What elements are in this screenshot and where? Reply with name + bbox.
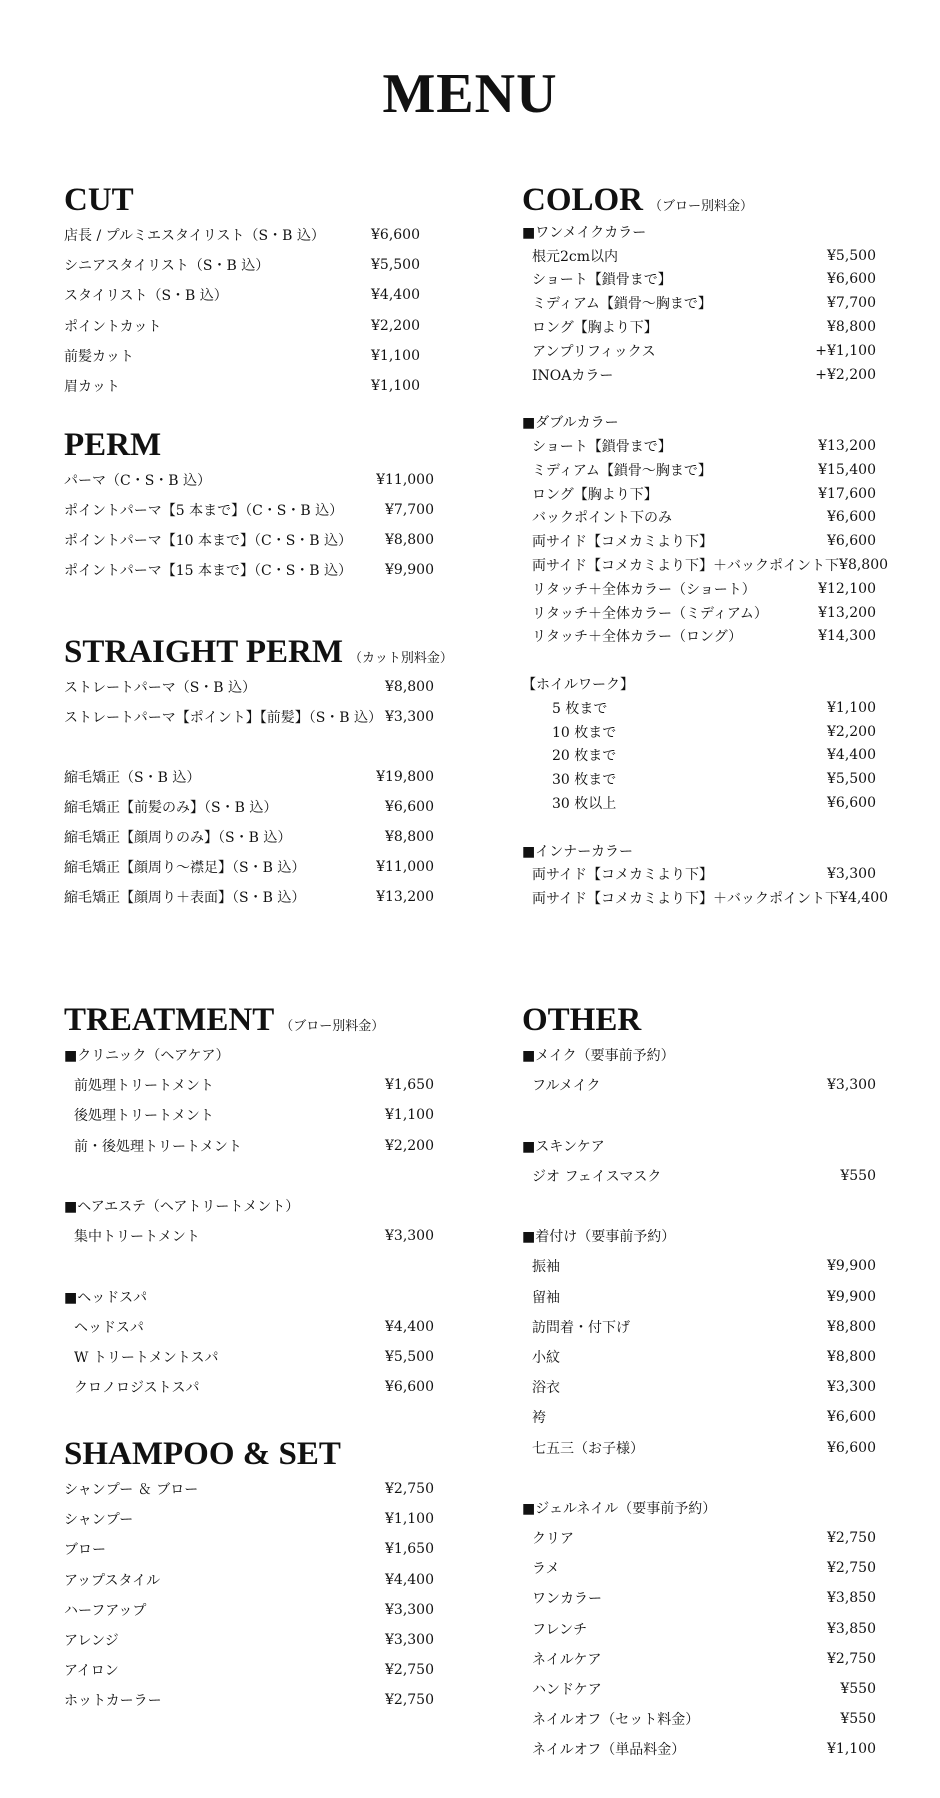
menu-item-label: ロング【胸より下】 bbox=[532, 486, 658, 503]
menu-item bbox=[522, 1523, 876, 1553]
menu-item bbox=[522, 268, 876, 292]
menu-item-price: ¥8,800 bbox=[385, 679, 434, 695]
menu-item-label: ハーフアップ bbox=[64, 1602, 147, 1619]
menu-item bbox=[64, 1565, 434, 1595]
subsection-heading: ■インナーカラー bbox=[522, 843, 633, 860]
spacer bbox=[522, 1191, 876, 1221]
section-header bbox=[64, 632, 453, 672]
menu-item bbox=[522, 577, 876, 601]
menu-item bbox=[64, 822, 434, 852]
menu-item-price: ¥1,100 bbox=[371, 347, 420, 364]
spacer bbox=[522, 1100, 876, 1130]
menu-item-label: ネイルオフ（単品料金） bbox=[532, 1742, 686, 1759]
section-header bbox=[64, 180, 420, 220]
section-shampoo-set bbox=[64, 1434, 434, 1716]
menu-item-price: ¥13,200 bbox=[376, 889, 434, 905]
menu-item-price: ¥9,900 bbox=[385, 562, 434, 578]
menu-item-price: ¥1,100 bbox=[385, 1511, 434, 1528]
menu-item-price: ¥2,750 bbox=[827, 1560, 876, 1577]
menu-item-price: ¥1,100 bbox=[385, 1107, 434, 1124]
menu-item-label: 前処理トリートメント bbox=[74, 1078, 214, 1095]
menu-item-price: ¥8,800 bbox=[839, 557, 889, 574]
menu-item bbox=[64, 1474, 434, 1504]
menu-item-label: 前・後処理トリートメント bbox=[74, 1138, 242, 1155]
menu-item-price: ¥6,600 bbox=[827, 271, 876, 288]
section-header bbox=[522, 180, 876, 220]
spacer bbox=[522, 815, 876, 839]
menu-item bbox=[64, 280, 420, 310]
menu-item-label: リタッチ＋全体カラー（ショート） bbox=[532, 581, 756, 598]
menu-item-label: 縮毛矯正（S・B 込） bbox=[64, 770, 201, 786]
menu-item bbox=[522, 1251, 876, 1281]
menu-item bbox=[64, 882, 434, 912]
section-title: TREATMENT bbox=[64, 1002, 275, 1038]
menu-item-price: ¥3,300 bbox=[827, 1077, 876, 1094]
menu-item-label: 店長 / プルミエスタイリスト（S・B 込） bbox=[64, 228, 325, 245]
menu-item-price: ¥2,200 bbox=[827, 723, 876, 740]
menu-item-label: 5 枚まで bbox=[552, 700, 608, 717]
menu-item bbox=[522, 339, 876, 363]
menu-item bbox=[522, 315, 876, 339]
menu-item bbox=[64, 1655, 434, 1685]
menu-item bbox=[522, 1432, 876, 1462]
subsection-heading: ■ワンメイクカラー bbox=[522, 224, 647, 241]
subsection-heading: ■着付け（要事前予約） bbox=[522, 1229, 676, 1246]
menu-item bbox=[522, 506, 876, 530]
menu-item-price: ¥550 bbox=[840, 1681, 876, 1698]
menu-item-label: ネイルケア bbox=[532, 1651, 602, 1668]
menu-item-label: アップスタイル bbox=[64, 1572, 161, 1589]
menu-item-price: ¥14,300 bbox=[818, 628, 876, 645]
spacer bbox=[522, 387, 876, 411]
subsection-heading: ■ヘッドスパ bbox=[64, 1289, 148, 1306]
menu-item bbox=[64, 250, 420, 280]
menu-item-label: ポイントパーマ【5 本まで】（C・S・B 込） bbox=[64, 503, 344, 519]
menu-item bbox=[522, 1070, 876, 1100]
menu-item-price: ¥2,200 bbox=[371, 317, 420, 334]
section-straight-perm bbox=[64, 632, 453, 912]
menu-item-label: 両サイド【コメカミより下】 bbox=[532, 867, 714, 884]
menu-item bbox=[64, 1070, 434, 1100]
menu-item bbox=[64, 1221, 434, 1251]
section-title: OTHER bbox=[522, 1002, 642, 1038]
menu-item bbox=[64, 1504, 434, 1534]
subsection-heading: ■ジェルネイル（要事前予約） bbox=[522, 1500, 717, 1517]
subsection-heading: ■メイク（要事前予約） bbox=[522, 1048, 675, 1065]
menu-item-price: ¥9,900 bbox=[827, 1258, 876, 1275]
menu-item-price: ¥3,300 bbox=[385, 1228, 434, 1245]
menu-item-label: 20 枚まで bbox=[552, 748, 617, 765]
menu-item-label: 訪問着・付下げ bbox=[532, 1319, 630, 1336]
menu-item-label: クリア bbox=[532, 1531, 574, 1548]
menu-item-label: 10 枚まで bbox=[552, 724, 617, 741]
menu-item bbox=[64, 220, 420, 250]
section-other bbox=[522, 1000, 876, 1765]
menu-item bbox=[64, 1372, 434, 1402]
section-perm bbox=[64, 425, 434, 585]
menu-item-price: ¥3,300 bbox=[827, 1379, 876, 1396]
page-title: MENU bbox=[382, 63, 558, 125]
menu-item-price: ¥1,100 bbox=[827, 699, 876, 716]
menu-item-label: ショート【鎖骨まで】 bbox=[532, 272, 672, 289]
menu-item-price: ¥2,750 bbox=[827, 1650, 876, 1667]
menu-item-price: ¥4,400 bbox=[839, 890, 889, 907]
spacer bbox=[64, 1161, 434, 1191]
menu-item bbox=[522, 1704, 876, 1734]
menu-item bbox=[522, 1342, 876, 1372]
menu-item-price: ¥1,650 bbox=[385, 1541, 434, 1558]
section-header bbox=[64, 1000, 434, 1040]
menu-item bbox=[522, 1674, 876, 1704]
menu-item-price: ¥4,400 bbox=[827, 747, 876, 764]
menu-item bbox=[64, 1131, 434, 1161]
menu-item-price: ¥2,750 bbox=[827, 1530, 876, 1547]
menu-item-label: 振袖 bbox=[532, 1259, 560, 1276]
menu-item-label: スタイリスト（S・B 込） bbox=[64, 288, 228, 305]
menu-item bbox=[522, 1282, 876, 1312]
menu-item-label: ジオ フェイスマスク bbox=[532, 1168, 662, 1185]
menu-item-price: ¥4,400 bbox=[385, 1571, 434, 1588]
section-note: （ブロー別料金） bbox=[280, 1019, 385, 1034]
menu-item-label: 浴衣 bbox=[532, 1380, 560, 1397]
menu-item bbox=[64, 1342, 434, 1372]
menu-item bbox=[64, 702, 434, 732]
menu-item-label: バックポイント下のみ bbox=[532, 510, 672, 527]
section-header bbox=[64, 1434, 434, 1474]
menu-item bbox=[64, 762, 434, 792]
menu-item-price: ¥1,100 bbox=[827, 1741, 876, 1758]
menu-item-price: ¥1,100 bbox=[371, 378, 420, 395]
menu-item bbox=[522, 458, 876, 482]
menu-item-price: ¥8,800 bbox=[827, 319, 876, 336]
menu-item-label: ショート【鎖骨まで】 bbox=[532, 439, 672, 456]
spacer bbox=[64, 732, 434, 762]
subsection-heading: ■ヘアエステ（ヘアトリートメント） bbox=[64, 1199, 300, 1216]
menu-item-label: ポイントカット bbox=[64, 318, 162, 335]
menu-item-label: ミディアム【鎖骨～胸まで】 bbox=[532, 462, 712, 479]
section-cut bbox=[64, 180, 420, 401]
section-header bbox=[64, 425, 434, 465]
section-title: PERM bbox=[64, 427, 162, 463]
menu-item-label: ラメ bbox=[532, 1561, 560, 1578]
menu-item-label: リタッチ＋全体カラー（ミディアム） bbox=[532, 605, 768, 622]
menu-item bbox=[522, 1161, 876, 1191]
menu-item-price: ¥5,500 bbox=[827, 771, 876, 788]
menu-item bbox=[64, 1534, 434, 1564]
menu-item bbox=[522, 863, 876, 887]
menu-item bbox=[64, 525, 434, 555]
menu-item-label: 縮毛矯正【前髪のみ】（S・B 込） bbox=[64, 800, 278, 816]
menu-item bbox=[64, 465, 434, 495]
menu-item-price: ¥6,600 bbox=[385, 1379, 434, 1396]
menu-item-label: ストレートパーマ（S・B 込） bbox=[64, 680, 257, 696]
menu-item-price: ¥15,400 bbox=[818, 461, 876, 478]
subsection-heading: ■ダブルカラー bbox=[522, 415, 619, 432]
menu-item-label: 30 枚以上 bbox=[552, 796, 617, 813]
spacer bbox=[522, 1463, 876, 1493]
menu-item-label: パーマ（C・S・B 込） bbox=[64, 473, 212, 489]
menu-item bbox=[522, 767, 876, 791]
menu-item-price: ¥5,500 bbox=[371, 257, 420, 274]
menu-item-label: 両サイド【コメカミより下】＋バックポイント下 bbox=[532, 558, 840, 575]
section-title: STRAIGHT PERM bbox=[64, 634, 344, 670]
menu-item bbox=[522, 1614, 876, 1644]
menu-item-label: ポイントパーマ【10 本まで】（C・S・B 込） bbox=[64, 533, 353, 549]
menu-item-label: 縮毛矯正【顔周り～襟足】（S・B 込） bbox=[64, 860, 306, 876]
menu-item-label: 縮毛矯正【顔周りのみ】（S・B 込） bbox=[64, 830, 292, 846]
menu-item-price: ¥4,400 bbox=[385, 1318, 434, 1335]
menu-item-price: ¥11,000 bbox=[376, 859, 434, 875]
menu-item-price: ¥6,600 bbox=[827, 509, 876, 526]
menu-item bbox=[522, 744, 876, 768]
menu-item bbox=[522, 434, 876, 458]
menu-item-price: ¥7,700 bbox=[827, 295, 876, 312]
menu-item-price: ¥9,900 bbox=[827, 1288, 876, 1305]
menu-item-label: クロノロジストスパ bbox=[74, 1380, 200, 1397]
menu-item-label: シャンプー bbox=[64, 1512, 134, 1529]
menu-item bbox=[522, 886, 889, 910]
menu-item-label: 両サイド【コメカミより下】＋バックポイント下 bbox=[532, 891, 840, 908]
menu-item-price: ¥550 bbox=[840, 1167, 876, 1184]
menu-item bbox=[522, 529, 876, 553]
menu-item bbox=[64, 1685, 434, 1715]
menu-item-label: 後処理トリートメント bbox=[74, 1108, 214, 1125]
menu-item-price: ¥13,200 bbox=[818, 604, 876, 621]
section-note: （カット別料金） bbox=[349, 651, 453, 666]
menu-item-label: ロング【胸より下】 bbox=[532, 320, 658, 337]
menu-item-label: 両サイド【コメカミより下】 bbox=[532, 534, 714, 551]
menu-item bbox=[522, 291, 876, 315]
menu-item bbox=[64, 852, 434, 882]
menu-item-label: 七五三（お子様） bbox=[532, 1440, 644, 1457]
menu-item-label: リタッチ＋全体カラー（ロング） bbox=[532, 629, 743, 646]
menu-item-price: ¥2,750 bbox=[385, 1481, 434, 1498]
menu-item-label: ワンカラー bbox=[532, 1591, 602, 1608]
subsection-heading: ■クリニック（ヘアケア） bbox=[64, 1048, 230, 1065]
menu-item-price: ¥3,850 bbox=[827, 1620, 876, 1637]
menu-item-price: ¥2,750 bbox=[385, 1662, 434, 1679]
menu-item-price: ¥13,200 bbox=[818, 438, 876, 455]
menu-item-price: ¥8,800 bbox=[827, 1348, 876, 1365]
menu-item-price: ¥19,800 bbox=[376, 769, 434, 785]
menu-item-label: アンプリフィックス bbox=[532, 343, 656, 360]
menu-item-price: ¥550 bbox=[840, 1711, 876, 1728]
menu-item bbox=[522, 696, 876, 720]
subsection-heading: ■スキンケア bbox=[522, 1138, 605, 1155]
subsection-heading: 【ホイルワーク】 bbox=[522, 677, 634, 694]
section-treatment bbox=[64, 1000, 434, 1402]
menu-item bbox=[64, 792, 434, 822]
menu-item-price: ¥17,600 bbox=[818, 485, 876, 502]
menu-item-price: +¥2,200 bbox=[815, 366, 876, 383]
section-title: COLOR bbox=[522, 182, 644, 218]
menu-item bbox=[64, 495, 434, 525]
menu-item-label: 根元2cm以内 bbox=[532, 248, 619, 265]
menu-item-price: ¥6,600 bbox=[827, 1439, 876, 1456]
menu-item bbox=[522, 720, 876, 744]
menu-item-label: ヘッドスパ bbox=[74, 1319, 144, 1336]
menu-item bbox=[522, 1644, 876, 1674]
section-note: （ブロー別料金） bbox=[649, 199, 754, 214]
menu-item-label: ストレートパーマ【ポイント】【前髪】（S・B 込） bbox=[64, 710, 383, 726]
spacer bbox=[522, 648, 876, 672]
menu-item-price: ¥8,800 bbox=[385, 829, 434, 845]
menu-item-price: ¥11,000 bbox=[376, 472, 434, 488]
menu-item bbox=[522, 1553, 876, 1583]
menu-item-price: ¥2,200 bbox=[385, 1137, 434, 1154]
section-header bbox=[522, 1000, 876, 1040]
menu-item-label: 眉カット bbox=[64, 379, 120, 396]
menu-item bbox=[64, 672, 434, 702]
menu-item-price: ¥8,800 bbox=[827, 1318, 876, 1335]
menu-item-price: ¥5,500 bbox=[385, 1348, 434, 1365]
menu-item bbox=[64, 1625, 434, 1655]
menu-item bbox=[64, 1595, 434, 1625]
menu-item-label: ハンドケア bbox=[532, 1682, 602, 1699]
menu-item bbox=[522, 1583, 876, 1613]
menu-item bbox=[522, 791, 876, 815]
menu-item bbox=[64, 311, 420, 341]
menu-item-price: ¥8,800 bbox=[385, 532, 434, 548]
menu-item-label: INOAカラー bbox=[532, 367, 614, 384]
section-title: CUT bbox=[64, 182, 134, 218]
menu-item-price: ¥5,500 bbox=[827, 247, 876, 264]
menu-item-label: ミディアム【鎖骨～胸まで】 bbox=[532, 296, 712, 313]
menu-item-price: +¥1,100 bbox=[815, 342, 876, 359]
menu-item-label: ホットカーラー bbox=[64, 1693, 162, 1710]
menu-item-label: 前髪カット bbox=[64, 348, 134, 365]
menu-item bbox=[522, 244, 876, 268]
menu-item-label: 留袖 bbox=[532, 1289, 560, 1306]
menu-item-price: ¥12,100 bbox=[818, 580, 876, 597]
menu-item bbox=[64, 371, 420, 401]
menu-item bbox=[522, 1312, 876, 1342]
menu-item bbox=[522, 482, 876, 506]
menu-item bbox=[522, 625, 876, 649]
menu-item-price: ¥6,600 bbox=[371, 227, 420, 244]
menu-item bbox=[522, 553, 889, 577]
menu-item-price: ¥3,850 bbox=[827, 1590, 876, 1607]
menu-item bbox=[64, 1312, 434, 1342]
menu-item-label: 30 枚まで bbox=[552, 772, 617, 789]
menu-item bbox=[522, 1372, 876, 1402]
menu-item-label: アイロン bbox=[64, 1663, 119, 1680]
menu-item-price: ¥3,300 bbox=[827, 866, 876, 883]
menu-item-price: ¥6,600 bbox=[827, 795, 876, 812]
menu-item-label: ネイルオフ（セット料金） bbox=[532, 1712, 700, 1729]
menu-item bbox=[522, 1402, 876, 1432]
menu-item-label: 袴 bbox=[532, 1410, 546, 1427]
menu-item-label: ブロー bbox=[64, 1542, 106, 1559]
menu-item-label: シニアスタイリスト（S・B 込） bbox=[64, 258, 270, 275]
menu-item-label: ポイントパーマ【15 本まで】（C・S・B 込） bbox=[64, 563, 353, 579]
menu-item-price: ¥6,600 bbox=[827, 533, 876, 550]
menu-item-label: 集中トリートメント bbox=[74, 1229, 200, 1246]
menu-item-label: 縮毛矯正【顔周り＋表面】（S・B 込） bbox=[64, 890, 306, 906]
menu-item bbox=[64, 1100, 434, 1130]
menu-item-price: ¥6,600 bbox=[827, 1409, 876, 1426]
menu-item-price: ¥7,700 bbox=[385, 502, 434, 518]
menu-item-label: フルメイク bbox=[532, 1078, 601, 1095]
menu-item-label: W トリートメントスパ bbox=[74, 1349, 219, 1366]
spacer bbox=[64, 1251, 434, 1281]
menu-item-price: ¥1,650 bbox=[385, 1077, 434, 1094]
menu-item-price: ¥3,300 bbox=[385, 1632, 434, 1649]
menu-item-price: ¥4,400 bbox=[371, 287, 420, 304]
menu-item-label: 小紋 bbox=[532, 1349, 560, 1366]
menu-item bbox=[522, 601, 876, 625]
section-title: SHAMPOO & SET bbox=[64, 1436, 341, 1472]
menu-item-label: フレンチ bbox=[532, 1621, 588, 1638]
menu-item-label: シャンプー ＆ ブロー bbox=[64, 1482, 199, 1499]
menu-item bbox=[522, 1734, 876, 1764]
menu-item bbox=[64, 341, 420, 371]
menu-item-price: ¥3,300 bbox=[385, 709, 434, 725]
menu-item-price: ¥6,600 bbox=[385, 799, 434, 815]
menu-item-label: アレンジ bbox=[64, 1633, 119, 1650]
menu-item bbox=[64, 555, 434, 585]
menu-item-price: ¥3,300 bbox=[385, 1601, 434, 1618]
menu-item bbox=[522, 363, 876, 387]
section-color bbox=[522, 180, 889, 910]
menu-item-price: ¥2,750 bbox=[385, 1692, 434, 1709]
